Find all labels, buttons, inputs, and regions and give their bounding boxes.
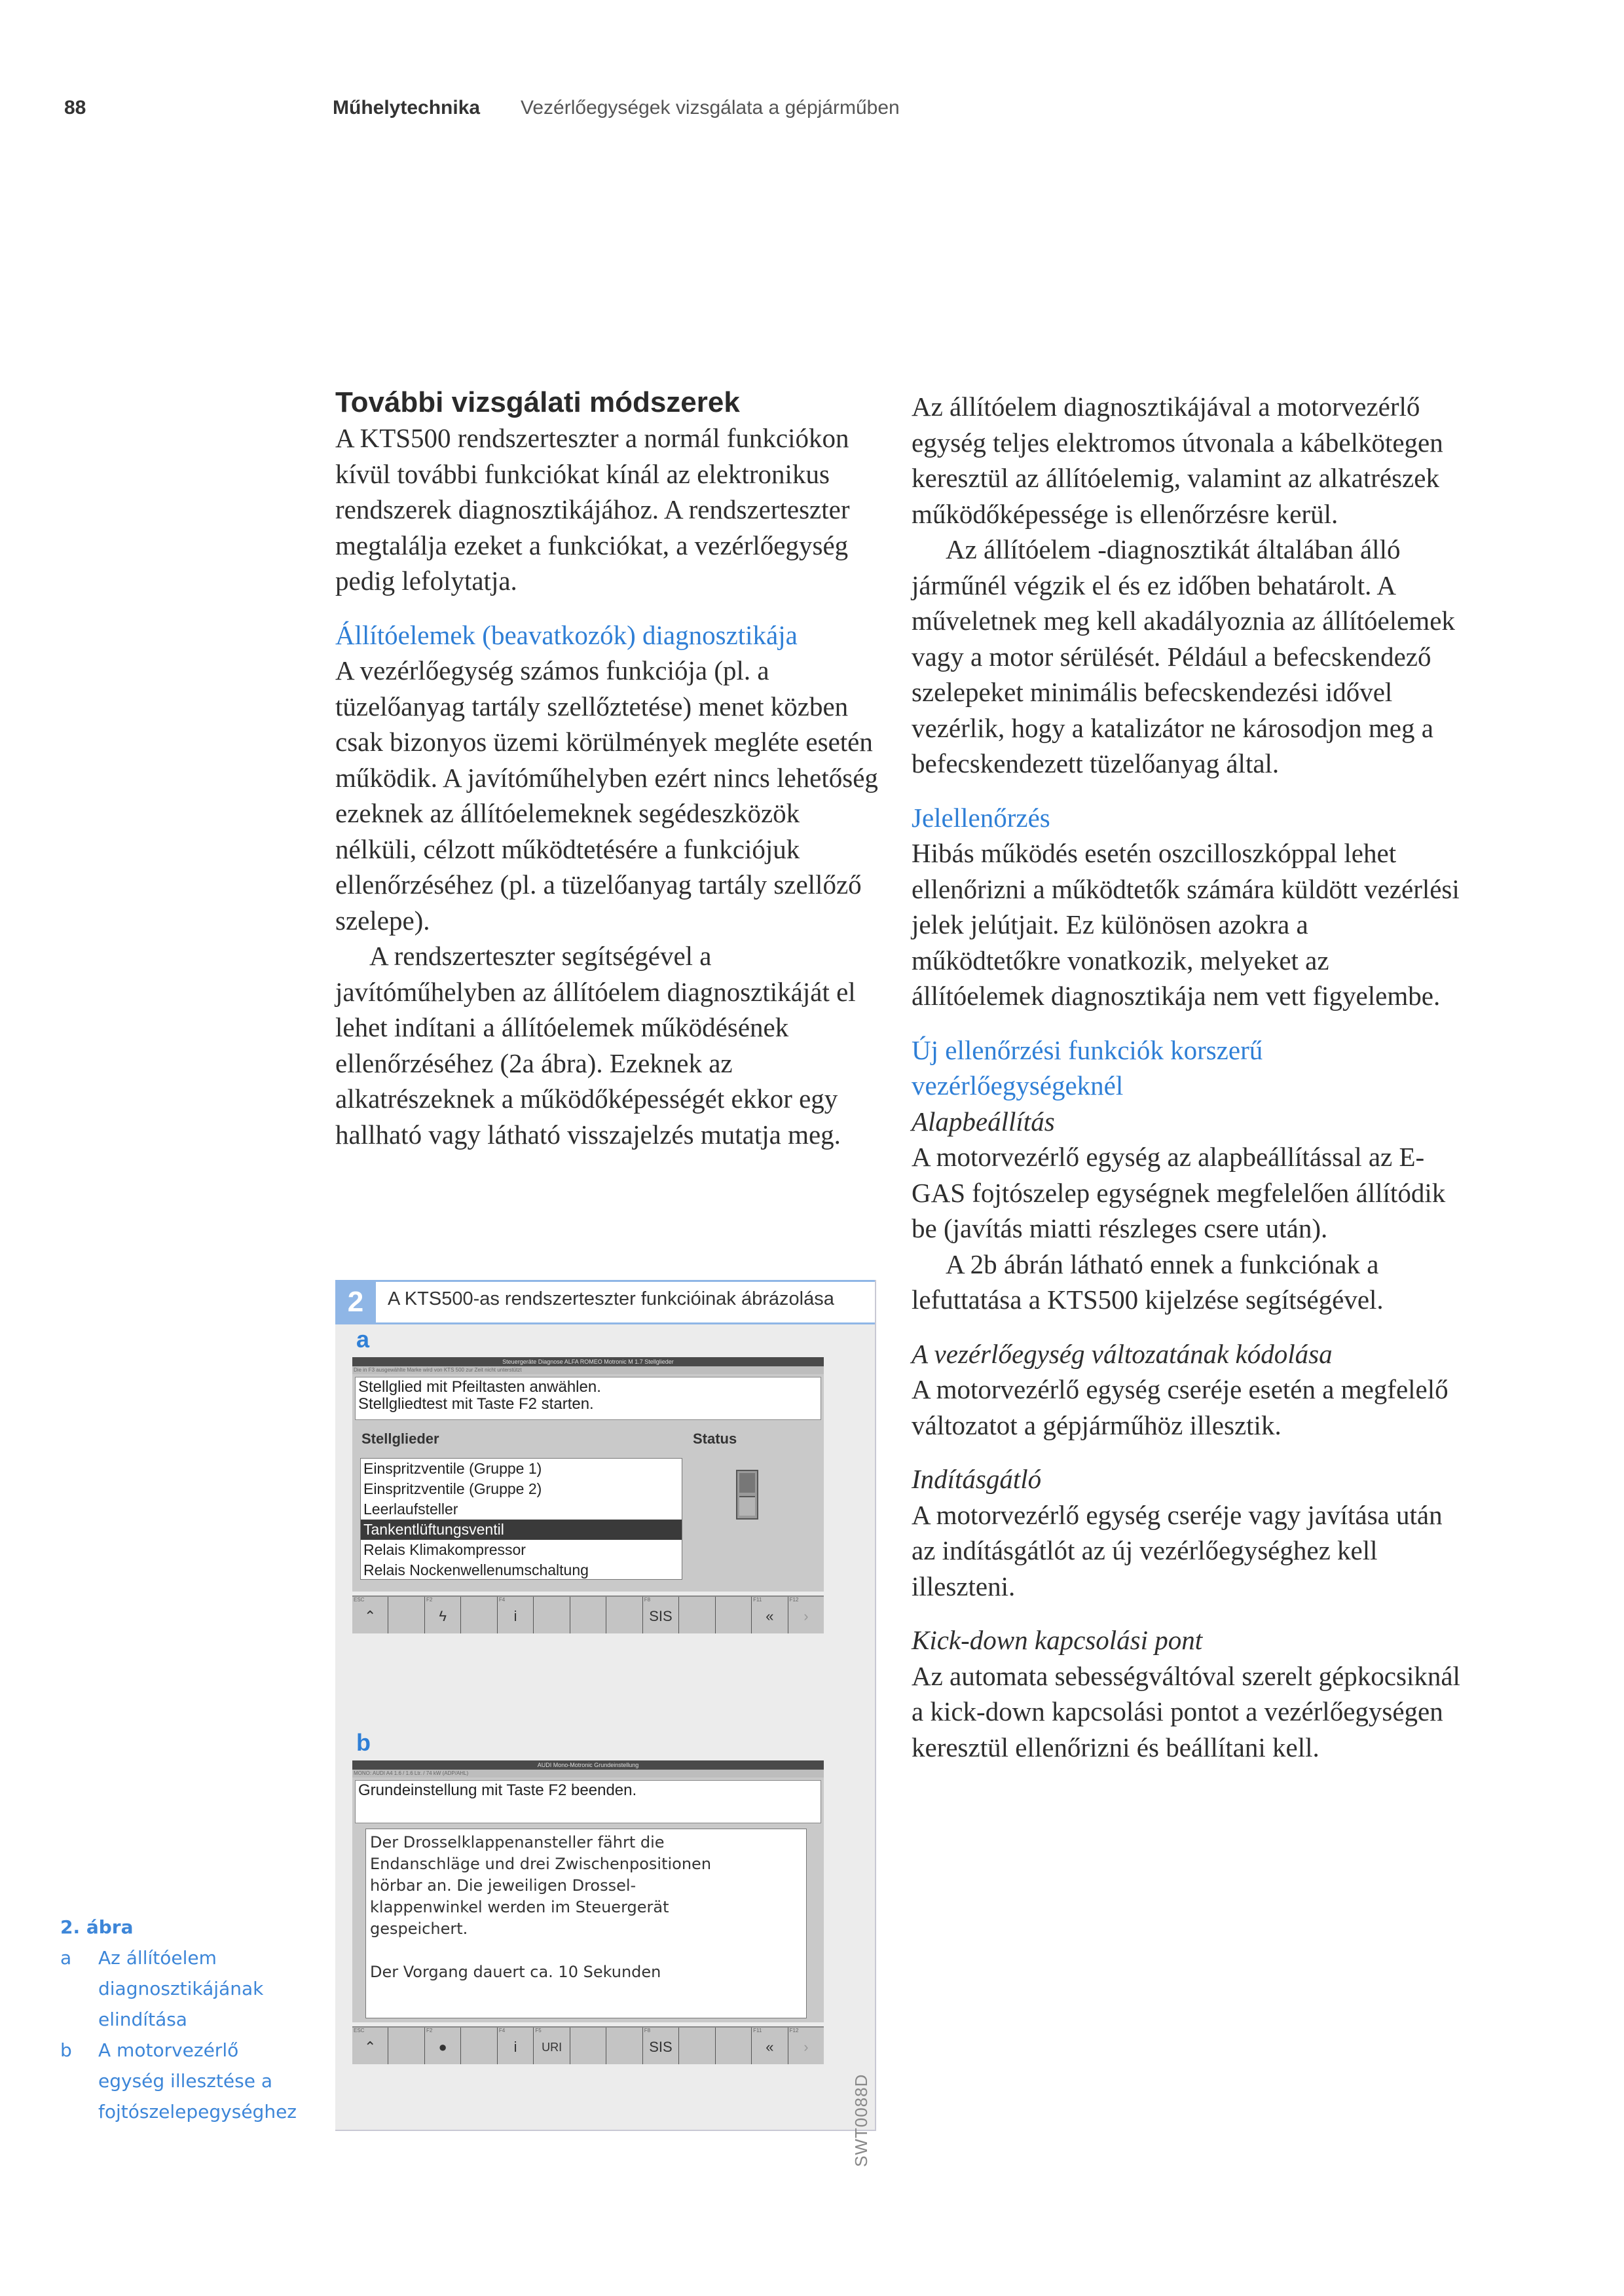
f11-back-key[interactable]: F11 «	[752, 1597, 788, 1633]
screen-sub-bar: Die in F3 ausgewählte Marke wird von KTS 500 zur Zeit nicht unterstützt	[352, 1366, 824, 1374]
screenshot-a	[352, 1357, 824, 1592]
screen-title-bar: AUDI Mono-Motronic Grundeinstellung	[352, 1760, 824, 1770]
f2-stop-key[interactable]: F2 ●	[425, 2028, 461, 2064]
figure-title: A KTS500-as rendszerteszter funkcióinak ábrázolása	[388, 1288, 834, 1309]
function-key[interactable]	[716, 2028, 752, 2064]
page-number: 88	[64, 97, 86, 118]
subheading-kickdown: Kick-down kapcsolási pont	[912, 1625, 1203, 1655]
f2-key[interactable]: F2 ϟ	[425, 1597, 461, 1633]
section-heading: További vizsgálati módszerek	[335, 386, 740, 418]
function-key[interactable]	[606, 1597, 642, 1633]
function-key[interactable]	[461, 1597, 497, 1633]
subheading-new-functions: Új ellenőrzési funkciók korszerű vezérlőegységeknél	[912, 1034, 1263, 1101]
figure-code: SWT0088D	[851, 2073, 871, 2167]
function-key[interactable]	[534, 1597, 570, 1633]
up-icon: ⌃	[364, 2039, 377, 2055]
f8-sis-key[interactable]: F8 SIS	[643, 2028, 679, 2064]
paragraph: A 2b ábrán látható ennek a funkciónak a lefuttatása a KTS500 kijelzése segítségével.	[912, 1248, 1384, 1315]
right-column	[912, 389, 1462, 1765]
paragraph: A motorvezérlő egység cseréje vagy javítása után az indításgátlót az új vezérlőegységhez kell illeszteni.	[912, 1499, 1443, 1601]
function-key[interactable]	[716, 1597, 752, 1633]
screenshot-b	[352, 1760, 824, 2022]
figure-header	[335, 1280, 875, 1324]
instruction-line: Stellgliedtest mit Taste F2 starten.	[358, 1395, 594, 1413]
f5-uri-key[interactable]: F5 URI	[534, 2028, 570, 2064]
instruction-box	[355, 1780, 821, 1823]
paragraph: A motorvezérlő egység az alapbeállítással az E-GAS fojtószelep egységnek megfelelően állítódik be (javítás miatti részleges csere után).	[912, 1142, 1446, 1243]
paragraph: Az állítóelem -diagnosztikát általában álló járműnél végzik el és ez időben behatárolt. A műveletnek meg kell akadályoznia az állítóelemek vagy a motor sérülését. Például a befecskendező szelepeket minimális befecskendezési idővel vezérlik, hogy a katalizátor ne károsodjon meg a befecskendezett tüzelőanyag által.	[912, 534, 1455, 778]
running-section: Műhelytechnika	[333, 97, 481, 118]
running-chapter: Vezérlőegységek vizsgálata a gépjárműben	[521, 97, 900, 118]
switch-status-icon	[736, 1470, 758, 1520]
paragraph: Hibás működés esetén oszcilloszkóppal lehet ellenőrizni a működtetők számára küldött vezérlési jelek jelútjait. Ez különösen azokra a működtetőkre vonatkozik, melyeket az állítóelemek diagnosztikája nem vett figyelembe.	[912, 838, 1460, 1011]
subheading-basic-setting: Alapbeállítás	[912, 1106, 1055, 1137]
function-key[interactable]	[461, 2028, 497, 2064]
figure-2	[335, 1280, 876, 2131]
left-column	[335, 385, 879, 1152]
status-label: Status	[693, 1430, 737, 1447]
function-key-bar-b	[352, 2026, 824, 2064]
esc-key[interactable]: ESC ⌃	[352, 2028, 388, 2064]
lightning-icon: ϟ	[439, 1608, 447, 1624]
message-box: Der Drosselklappenansteller fährt die Endanschläge und drei Zwischenpositionen hörbar an. Die jeweiligen Drossel- klappenwinkel werden im Steuergerät gespeichert. Der Vorgang dauert ca. 10 Sekunden	[365, 1829, 807, 2018]
f11-back-key[interactable]: F11 «	[752, 2028, 788, 2064]
function-key[interactable]	[570, 1597, 606, 1633]
list-label: Stellglieder	[361, 1430, 439, 1447]
f12-next-key[interactable]: F12 ›	[789, 1597, 809, 1624]
esc-key[interactable]: ESC ⌃	[352, 1597, 388, 1633]
double-chevron-left-icon: «	[766, 2039, 774, 2055]
list-item[interactable]: Einspritzventile (Gruppe 2)	[363, 1480, 542, 1497]
chevron-right-icon: ›	[803, 1608, 809, 1624]
function-key-bar-a	[352, 1595, 824, 1633]
up-icon: ⌃	[364, 1608, 377, 1624]
list-item[interactable]: Relais Klimakompressor	[363, 1541, 526, 1558]
actuator-panel	[352, 1420, 824, 1581]
actuator-list[interactable]	[360, 1458, 682, 1580]
intro-paragraph: A KTS500 rendszerteszter a normál funkciókon kívül további funkciókat kínál az elektronikus rendszerek diagnosztikájához. A rendszerteszter megtalálja ezeket a funkciókat, a vezérlőegység pedig lefolytatja.	[335, 423, 850, 596]
subheading-immobilizer: Indításgátló	[912, 1464, 1042, 1494]
function-key[interactable]	[570, 2028, 606, 2064]
subheading-actuator-diagnostics: Állítóelemek (beavatkozók) diagnosztikája	[335, 619, 798, 650]
list-item[interactable]: Einspritzventile (Gruppe 1)	[363, 1460, 542, 1477]
subfigure-label-b: b	[356, 1729, 371, 1756]
list-item[interactable]: Relais Nockenwellenumschaltung	[363, 1561, 589, 1578]
stop-icon: ●	[438, 2039, 447, 2055]
paragraph: A rendszerteszter segítségével a javítóműhelyben az állítóelem diagnosztikáját el lehet indítani a állítóelemek működésének ellenőrzéséhez (2a ábra). Ezeknek az alkatrészeknek a működőképességét ekkor egy hallható vagy látható visszajelzés mutatja meg.	[335, 941, 856, 1150]
f4-info-key[interactable]: F4 i	[498, 1597, 534, 1633]
paragraph: Az automata sebességváltóval szerelt gépkocsiknál a kick-down kapcsolási pontot a vezérlőegységen keresztül ellenőrizni és beállítani kell.	[912, 1660, 1460, 1762]
figure-caption	[60, 1912, 296, 2127]
function-key[interactable]	[388, 2028, 424, 2064]
screen-sub-bar: MONO: AUDI A4 1.6 / 1.6 Ltr. / 74 kW (ADP/AHL)	[352, 1770, 824, 1777]
instruction-box	[355, 1377, 821, 1420]
function-key[interactable]	[679, 1597, 715, 1633]
paragraph: A motorvezérlő egység cseréje esetén a megfelelő változatot a gépjárműhöz illesztik.	[912, 1374, 1449, 1440]
instruction-line: Grundeinstellung mit Taste F2 beenden.	[358, 1781, 637, 1799]
caption-title: 2. ábra	[60, 1916, 134, 1938]
screen-title-bar: Steuergeräte Diagnose ALFA ROMEO Motronic M 1.7 Stellglieder	[352, 1357, 824, 1366]
figure-number: 2	[335, 1282, 376, 1322]
f12-next-key[interactable]: F12 ›	[789, 2028, 809, 2055]
f4-info-key[interactable]: F4 i	[498, 2028, 534, 2064]
info-icon: i	[513, 2039, 517, 2055]
info-icon: i	[513, 1608, 517, 1624]
caption-item: a Az állítóelem diagnosztikájának elindítása	[60, 1947, 264, 2030]
function-key[interactable]	[679, 2028, 715, 2064]
subheading-variant-coding: A vezérlőegység változatának kódolása	[912, 1338, 1333, 1369]
caption-item: b A motorvezérlő egység illesztése a fojtószelepegységhez	[60, 2039, 297, 2123]
paragraph: Az állítóelem diagnosztikájával a motorvezérlő egység teljes elektromos útvonala a kábelkötegen keresztül az állítóelemig, valamint az alkatrészek működőképessége is ellenőrzésre kerül.	[912, 392, 1443, 529]
subfigure-label-a: a	[356, 1326, 370, 1353]
subheading-signal-check: Jelellenőrzés	[912, 802, 1050, 833]
chevron-right-icon: ›	[803, 2039, 809, 2055]
list-item[interactable]: Leerlaufsteller	[363, 1501, 458, 1518]
double-chevron-left-icon: «	[766, 1608, 774, 1624]
instruction-line: Stellglied mit Pfeiltasten anwählen.	[358, 1378, 601, 1396]
function-key[interactable]	[388, 1597, 424, 1633]
list-item-selected[interactable]: Tankentlüftungsventil	[361, 1520, 682, 1540]
f8-sis-key[interactable]: F8 SIS	[643, 1597, 679, 1633]
paragraph: A vezérlőegység számos funkciója (pl. a tüzelőanyag tartály szellőztetése) menet közben csak bizonyos üzemi körülmények megléte esetén működik. A javítóműhelyben ezért nincs lehetőség ezeknek az állítóelemeknek segédeszközök nélküli, célzott működtetésére a funkciójuk ellenőrzéséhez (pl. a tüzelőanyag tartály szellőző szelepe).	[335, 655, 878, 936]
function-key[interactable]	[606, 2028, 642, 2064]
